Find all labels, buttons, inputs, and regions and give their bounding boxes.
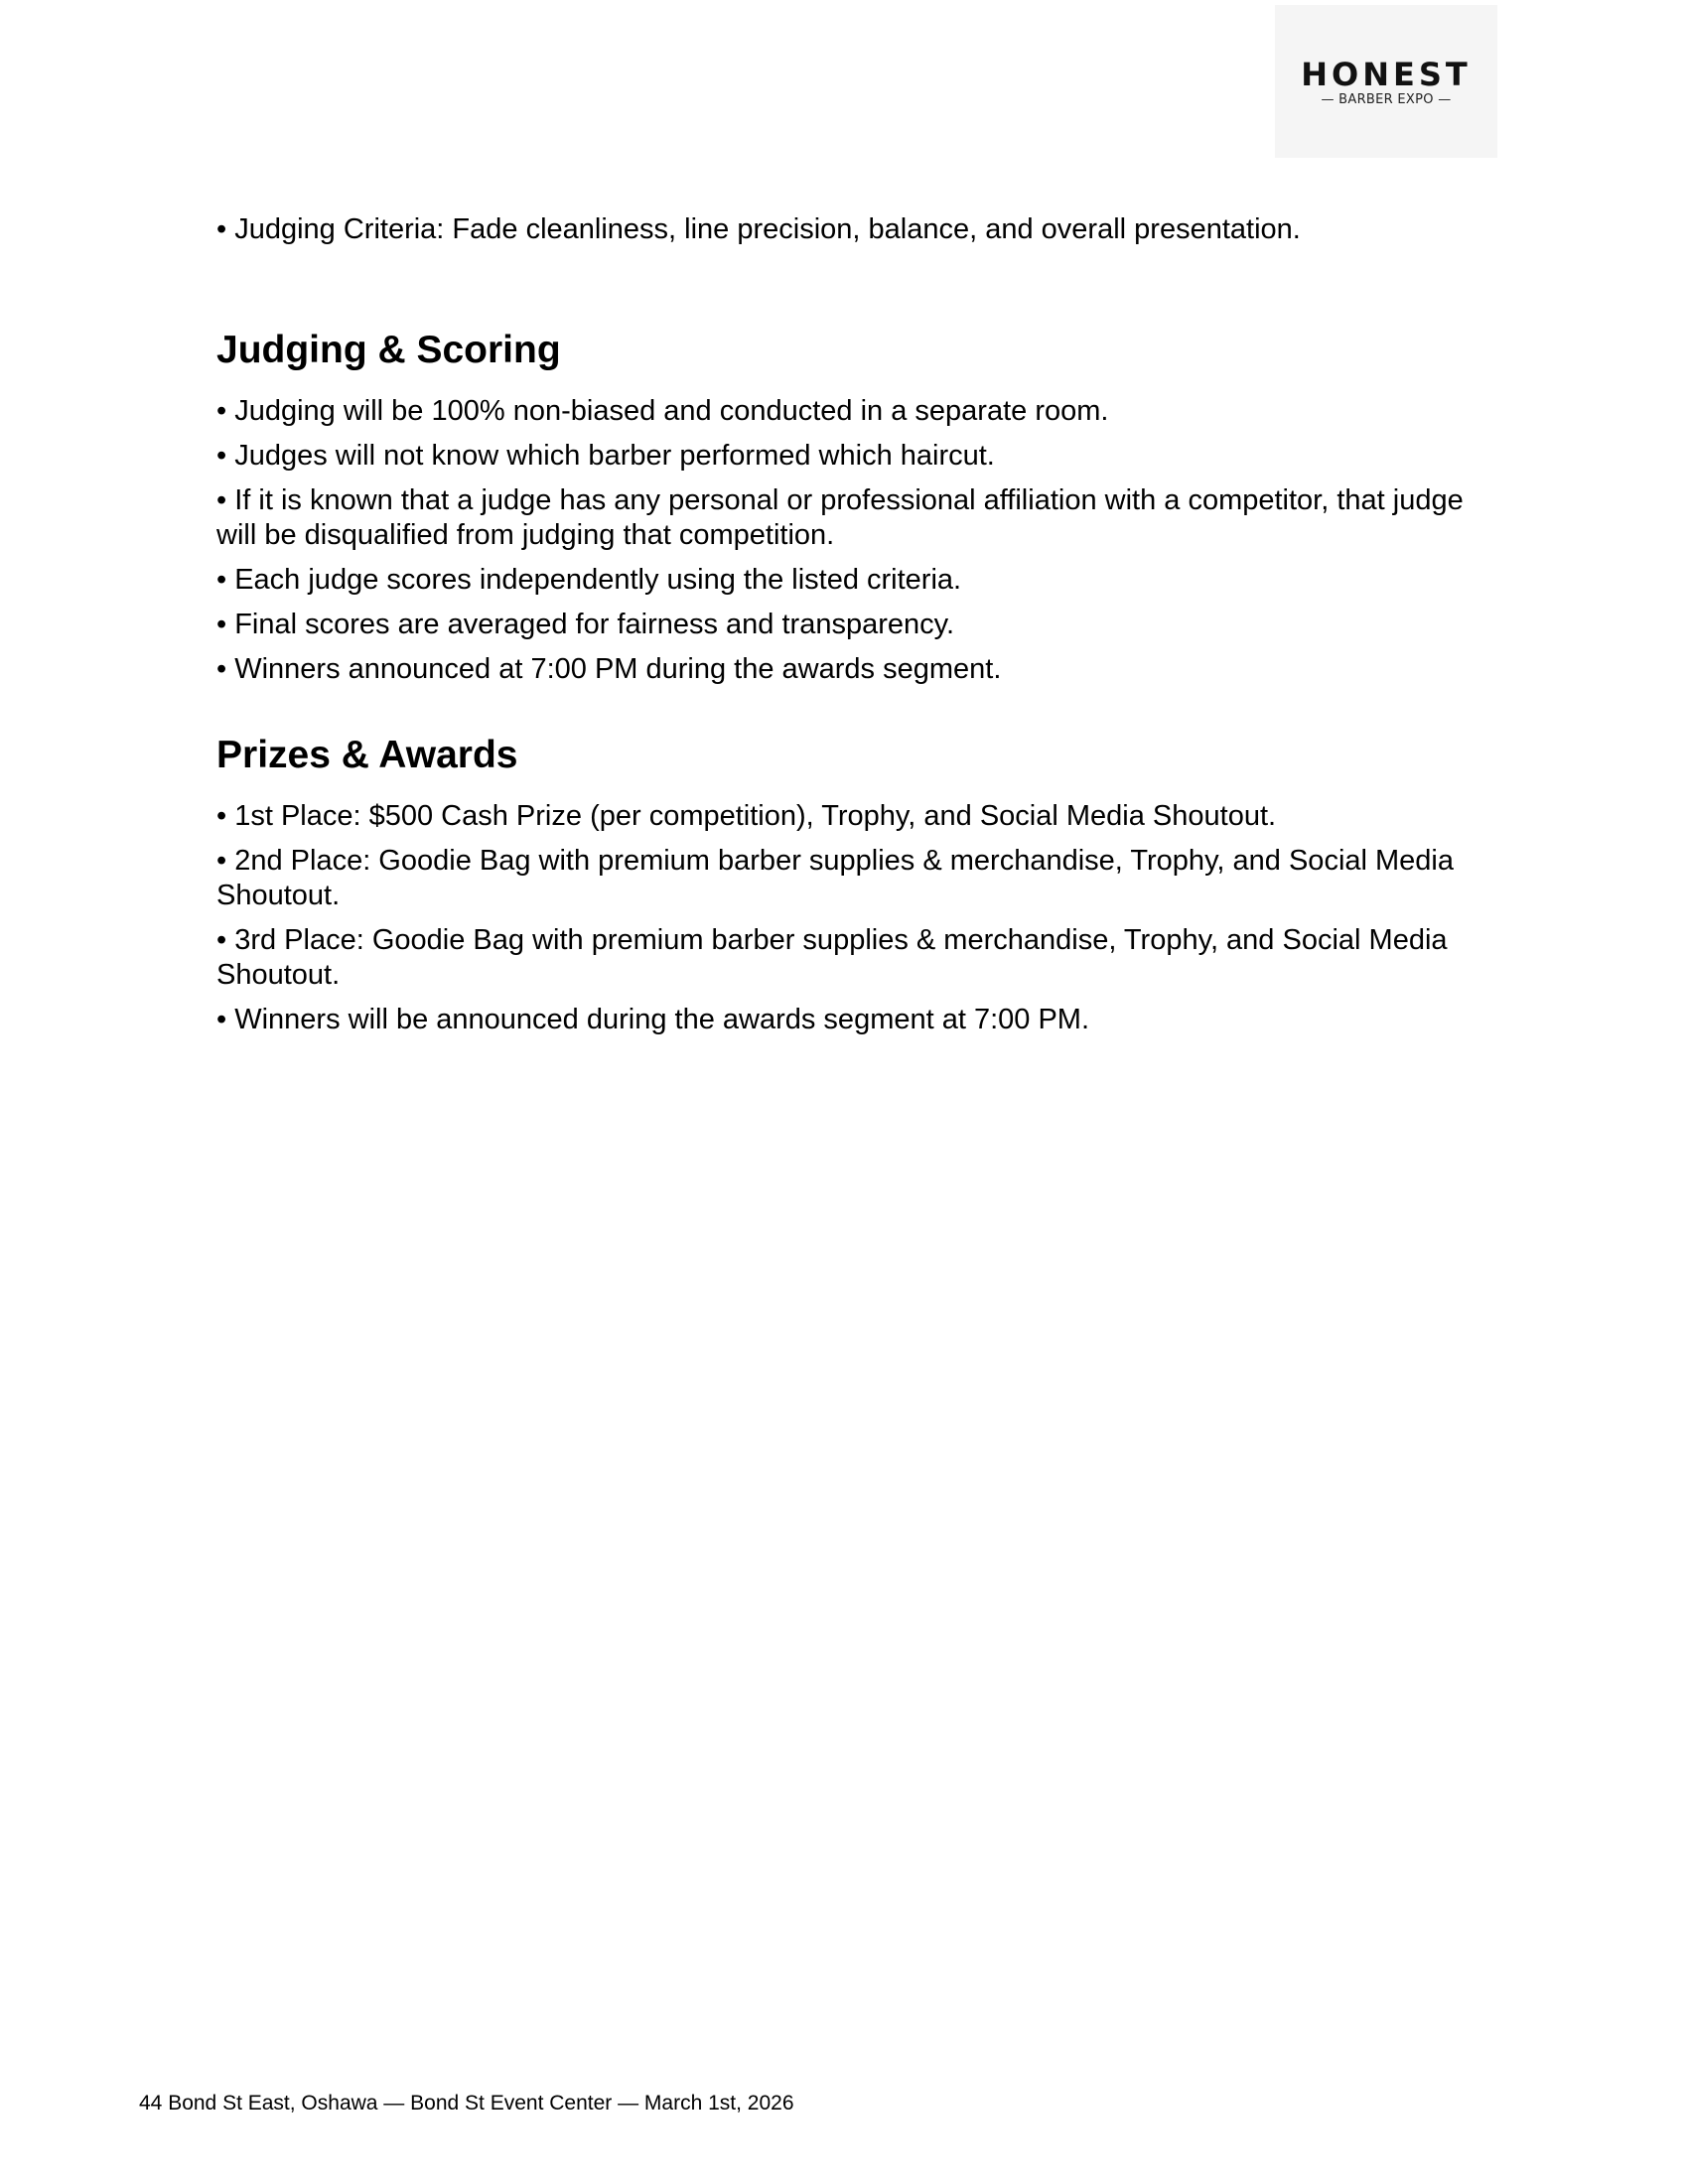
document-body bbox=[216, 212, 1497, 1047]
list-item: • 2nd Place: Goodie Bag with premium barber supplies & merchandise, Trophy, and Social Media Shoutout. bbox=[216, 845, 1454, 911]
list-item: • Winners announced at 7:00 PM during the awards segment. bbox=[216, 653, 1002, 685]
logo-subtitle: — BARBER EXPO — bbox=[1321, 91, 1452, 107]
prizes-awards-list bbox=[216, 799, 1497, 1037]
judging-scoring-heading: Judging & Scoring bbox=[216, 329, 561, 371]
honest-barber-expo-logo bbox=[1275, 5, 1497, 158]
prizes-awards-heading: Prizes & Awards bbox=[216, 734, 518, 776]
list-item: • Final scores are averaged for fairness and transparency. bbox=[216, 609, 955, 640]
judging-scoring-list bbox=[216, 394, 1497, 687]
list-item: • Winners will be announced during the awards segment at 7:00 PM. bbox=[216, 1004, 1090, 1035]
logo-title: HONEST bbox=[1301, 55, 1472, 93]
list-item: • 3rd Place: Goodie Bag with premium barber supplies & merchandise, Trophy, and Social Media Shoutout. bbox=[216, 924, 1448, 991]
list-item: • If it is known that a judge has any personal or professional affiliation with a competitor, that judge will be disqualified from judging that competition. bbox=[216, 484, 1464, 551]
list-item: • Each judge scores independently using the listed criteria. bbox=[216, 564, 962, 596]
judging-criteria-bullet: • Judging Criteria: Fade cleanliness, line precision, balance, and overall presentation. bbox=[216, 213, 1301, 245]
page-footer-address: 44 Bond St East, Oshawa — Bond St Event Center — March 1st, 2026 bbox=[139, 2092, 794, 2115]
list-item: • Judges will not know which barber performed which haircut. bbox=[216, 440, 995, 472]
list-item: • Judging will be 100% non-biased and conducted in a separate room. bbox=[216, 395, 1109, 427]
list-item: • 1st Place: $500 Cash Prize (per competition), Trophy, and Social Media Shoutout. bbox=[216, 800, 1277, 832]
